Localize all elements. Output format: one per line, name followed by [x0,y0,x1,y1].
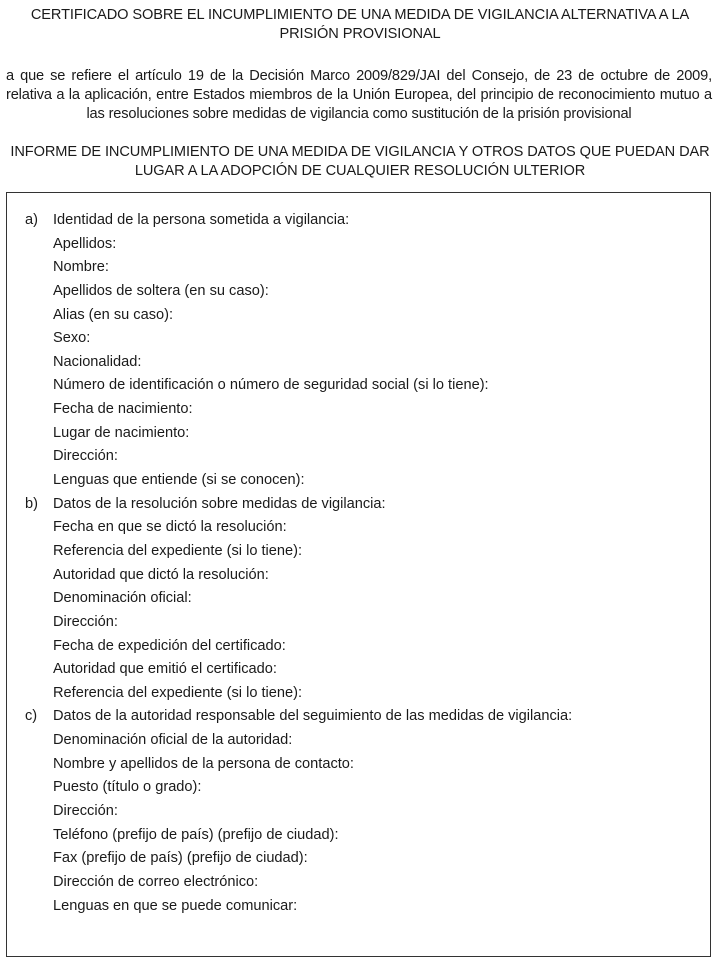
section-marker: a) [25,212,38,228]
form-field-row [7,825,710,849]
form-field-row [7,730,710,754]
section-heading [7,494,710,518]
form-field-label: Fax (prefijo de país) (prefijo de ciudad): [53,850,308,867]
section-marker: c) [25,708,38,725]
section-heading-text: Datos de la autoridad responsable del seguimiento de las medidas de vigilancia: [53,708,573,725]
form-field-label: Denominación oficial: [53,590,192,607]
document-intro: a que se refiere el artículo 19 de la Decisión Marco 2009/829/JAI del Consejo, de 23 de octubre de 2009, relativa a la aplicación, entre Estados miembros de la Unión Europea, del principio de reconocimiento mutuo a las resoluciones sobre medidas de vigilancia como sustitución de la prisión provisional [6,68,712,122]
form-field-label: Sexo: [53,330,91,347]
form-field-row [7,375,710,399]
form-field-label: Autoridad que dictó la resolución: [53,566,269,583]
form-field-row [7,517,710,541]
form-field-row [7,612,710,636]
form-field-label: Puesto (título o grado): [53,779,202,796]
form-field-label: Nombre y apellidos de la persona de contacto: [53,755,354,772]
form-field-row [7,848,710,872]
form-field-label: Autoridad que emitió el certificado: [53,661,277,678]
form-field-label: Lugar de nacimiento: [53,424,190,441]
form-field-label: Teléfono (prefijo de país) (prefijo de ciudad): [53,826,339,843]
form-field-row [7,423,710,447]
form-field-label: Referencia del expediente (si lo tiene): [53,684,303,701]
form-field-row [7,659,710,683]
form-field-label: Dirección: [53,803,118,820]
form-field-row [7,801,710,825]
section-marker: b) [25,495,38,512]
form-field-label: Lenguas en que se puede comunicar: [53,897,298,914]
section-heading [7,706,710,730]
form-field-row [7,305,710,329]
section-heading-text: Identidad de la persona sometida a vigilancia: [53,212,350,228]
form-field-label: Dirección de correo electrónico: [53,873,259,890]
form-field-label: Referencia del expediente (si lo tiene): [53,542,303,559]
form-field-label: Nombre: [53,259,109,276]
form-field-label: Dirección: [53,448,118,465]
form-field-label: Alias (en su caso): [53,306,174,323]
document-subtitle: INFORME DE INCUMPLIMIENTO DE UNA MEDIDA DE VIGILANCIA Y OTROS DATOS QUE PUEDAN DAR LUGAR A LA ADOPCIÓN DE CUALQUIER RESOLUCIÓN ULTERIOR [10,144,710,179]
form-field-row [7,281,710,305]
form-field-label: Lenguas que entiende (si se conocen): [53,472,305,489]
form-sections [7,210,710,919]
form-field-label: Dirección: [53,613,118,630]
form-field-row [7,588,710,612]
form-field-row [7,683,710,707]
form-field-label: Número de identificación o número de seguridad social (si lo tiene): [53,377,489,394]
form-field-row [7,328,710,352]
form-field-row [7,754,710,778]
form-field-row [7,541,710,565]
form-field-row [7,257,710,281]
form-field-row [7,470,710,494]
form-field-label: Fecha de nacimiento: [53,401,193,418]
form-field-row [7,234,710,258]
form-field-label: Denominación oficial de la autoridad: [53,732,293,749]
form-field-label: Apellidos: [53,235,117,252]
section-heading [7,210,710,234]
form-box [6,192,711,957]
form-field-label: Fecha en que se dictó la resolución: [53,519,287,536]
form-field-row [7,872,710,896]
document-title: CERTIFICADO SOBRE EL INCUMPLIMIENTO DE UNA MEDIDA DE VIGILANCIA ALTERNATIVA A LA PRISIÓN PROVISIONAL [30,7,690,42]
form-field-row [7,446,710,470]
form-field-label: Nacionalidad: [53,353,142,370]
form-field-row [7,565,710,589]
form-field-row [7,777,710,801]
form-field-row [7,636,710,660]
form-field-row [7,896,710,920]
form-field-row [7,399,710,423]
form-field-label: Fecha de expedición del certificado: [53,637,286,654]
section-heading-text: Datos de la resolución sobre medidas de vigilancia: [53,495,386,512]
form-field-row [7,352,710,376]
form-field-label: Apellidos de soltera (en su caso): [53,282,269,299]
